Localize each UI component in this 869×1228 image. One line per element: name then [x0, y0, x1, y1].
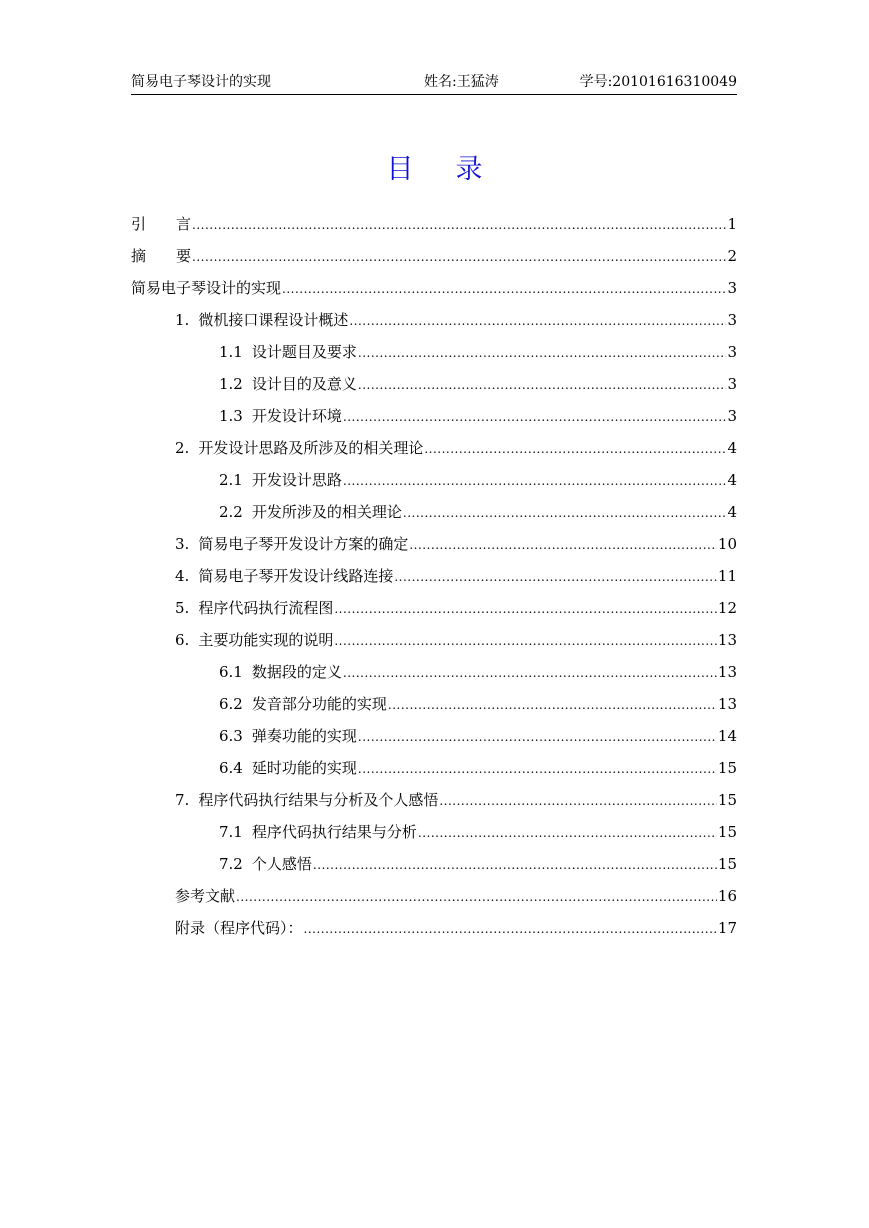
toc-entry-1-1[interactable] [131, 336, 737, 368]
toc-entry-abstract[interactable] [131, 240, 737, 272]
toc-entry-label: 开发设计思路及所涉及的相关理论 [198, 439, 424, 457]
toc-entry-number: 1.2 [219, 375, 243, 393]
toc-entry-page: 16 [717, 887, 737, 905]
toc-leader-dots [394, 561, 717, 593]
toc-entry-number: 1. [175, 311, 190, 329]
toc-leader-dots [236, 881, 717, 913]
toc-entry-label: 个人感悟 [251, 855, 312, 873]
header-doc-title: 简易电子琴设计的实现 [131, 74, 271, 90]
toc-entry-page: 4 [727, 439, 737, 457]
toc-leader-dots [192, 209, 726, 241]
toc-entry-references[interactable] [131, 880, 737, 912]
toc-entry-page: 15 [717, 759, 737, 777]
toc-entry-number: 6. [175, 631, 190, 649]
toc-entry-number: 6.1 [219, 663, 243, 681]
toc-entry-number: 2.2 [219, 503, 243, 521]
toc-entry-number: 7.2 [219, 855, 243, 873]
toc-leader-dots [343, 401, 727, 433]
toc-leader-dots [358, 721, 717, 753]
toc-entry-appendix[interactable] [131, 912, 737, 944]
toc-title-char-1: 目 [386, 154, 414, 185]
toc-entry-page: 3 [727, 279, 737, 297]
toc-entry-2-1[interactable] [131, 464, 737, 496]
toc-entry-label: 微机接口课程设计概述 [198, 311, 349, 329]
toc-leader-dots [409, 529, 717, 561]
toc-leader-dots [304, 913, 717, 945]
toc-leader-dots [424, 433, 726, 465]
toc-entry-label: 简易电子琴开发设计线路连接 [198, 567, 394, 585]
toc-entry-page: 13 [717, 663, 737, 681]
toc-entry-page: 1 [727, 215, 737, 233]
toc-entry-page: 2 [727, 247, 737, 265]
toc-entry-number: 7.1 [219, 823, 243, 841]
toc-entry-label: 简易电子琴开发设计方案的确定 [198, 535, 409, 553]
toc-entry-label: 附录（程序代码）： [175, 919, 303, 937]
toc-entry-number: 6.4 [219, 759, 243, 777]
toc-entry-2-2[interactable] [131, 496, 737, 528]
table-of-contents [131, 208, 737, 944]
toc-entry-page: 4 [727, 471, 737, 489]
toc-entry-7[interactable] [131, 784, 737, 816]
toc-title-char-2: 录 [455, 154, 483, 185]
toc-leader-dots [349, 305, 726, 337]
toc-entry-label: 弹奏功能的实现 [251, 727, 357, 745]
toc-leader-dots [439, 785, 717, 817]
toc-entry-1-3[interactable] [131, 400, 737, 432]
toc-entry-6-2[interactable] [131, 688, 737, 720]
toc-entry-label: 主要功能实现的说明 [198, 631, 334, 649]
toc-entry-2[interactable] [131, 432, 737, 464]
toc-entry-intro[interactable] [131, 208, 737, 240]
toc-entry-page: 3 [727, 311, 737, 329]
toc-entry-main-title[interactable] [131, 272, 737, 304]
toc-entry-page: 3 [727, 375, 737, 393]
toc-entry-page: 3 [727, 407, 737, 425]
toc-leader-dots [388, 689, 717, 721]
toc-entry-5[interactable] [131, 592, 737, 624]
toc-leader-dots [282, 273, 726, 305]
toc-entry-number: 6.2 [219, 695, 243, 713]
toc-entry-number: 1.3 [219, 407, 243, 425]
toc-entry-number: 2. [175, 439, 190, 457]
toc-entry-label: 开发设计环境 [251, 407, 342, 425]
header-author: 姓名:王猛涛 [424, 74, 499, 90]
toc-entry-number: 7. [175, 791, 190, 809]
toc-entry-page: 10 [717, 535, 737, 553]
toc-entry-label: 设计目的及意义 [251, 375, 357, 393]
toc-entry-label: 参考文献 [175, 887, 236, 905]
toc-entry-7-2[interactable] [131, 848, 737, 880]
header-student-id: 学号:20101616310049 [579, 74, 737, 90]
toc-entry-label: 摘 要 [131, 247, 192, 265]
toc-entry-6-1[interactable] [131, 656, 737, 688]
toc-entry-page: 3 [727, 343, 737, 361]
toc-entry-label: 程序代码执行流程图 [198, 599, 334, 617]
toc-entry-3[interactable] [131, 528, 737, 560]
toc-entry-number: 3. [175, 535, 190, 553]
toc-entry-page: 11 [717, 567, 737, 585]
toc-entry-label: 数据段的定义 [251, 663, 342, 681]
page-header [131, 72, 737, 95]
toc-entry-page: 15 [717, 823, 737, 841]
toc-entry-label: 程序代码执行结果与分析及个人感悟 [198, 791, 439, 809]
toc-entry-label: 发音部分功能的实现 [251, 695, 387, 713]
toc-entry-label: 开发设计思路 [251, 471, 342, 489]
toc-entry-page: 13 [717, 631, 737, 649]
toc-leader-dots [403, 497, 727, 529]
toc-entry-number: 5. [175, 599, 190, 617]
toc-leader-dots [358, 337, 727, 369]
toc-leader-dots [192, 241, 726, 273]
toc-entry-6-3[interactable] [131, 720, 737, 752]
toc-entry-label: 延时功能的实现 [251, 759, 357, 777]
toc-entry-label: 引 言 [131, 215, 192, 233]
toc-entry-1-2[interactable] [131, 368, 737, 400]
toc-leader-dots [358, 369, 727, 401]
toc-entry-number: 2.1 [219, 471, 243, 489]
toc-entry-page: 12 [717, 599, 737, 617]
toc-entry-number: 6.3 [219, 727, 243, 745]
toc-title [0, 152, 869, 188]
toc-entry-page: 13 [717, 695, 737, 713]
toc-entry-page: 15 [717, 791, 737, 809]
toc-entry-label: 设计题目及要求 [251, 343, 357, 361]
toc-entry-number: 1.1 [219, 343, 243, 361]
toc-entry-label: 简易电子琴设计的实现 [131, 279, 282, 297]
toc-leader-dots [313, 849, 717, 881]
toc-entry-page: 17 [717, 919, 737, 937]
toc-entry-label: 开发所涉及的相关理论 [251, 503, 402, 521]
toc-entry-6[interactable] [131, 624, 737, 656]
toc-leader-dots [418, 817, 717, 849]
toc-entry-page: 14 [717, 727, 737, 745]
toc-entry-page: 4 [727, 503, 737, 521]
toc-entry-7-1[interactable] [131, 816, 737, 848]
toc-leader-dots [343, 465, 727, 497]
toc-leader-dots [343, 657, 717, 689]
toc-entry-1[interactable] [131, 304, 737, 336]
toc-leader-dots [334, 625, 717, 657]
toc-entry-4[interactable] [131, 560, 737, 592]
toc-leader-dots [358, 753, 717, 785]
toc-entry-label: 程序代码执行结果与分析 [251, 823, 417, 841]
toc-leader-dots [334, 593, 717, 625]
toc-entry-page: 15 [717, 855, 737, 873]
toc-entry-number: 4. [175, 567, 190, 585]
toc-entry-6-4[interactable] [131, 752, 737, 784]
